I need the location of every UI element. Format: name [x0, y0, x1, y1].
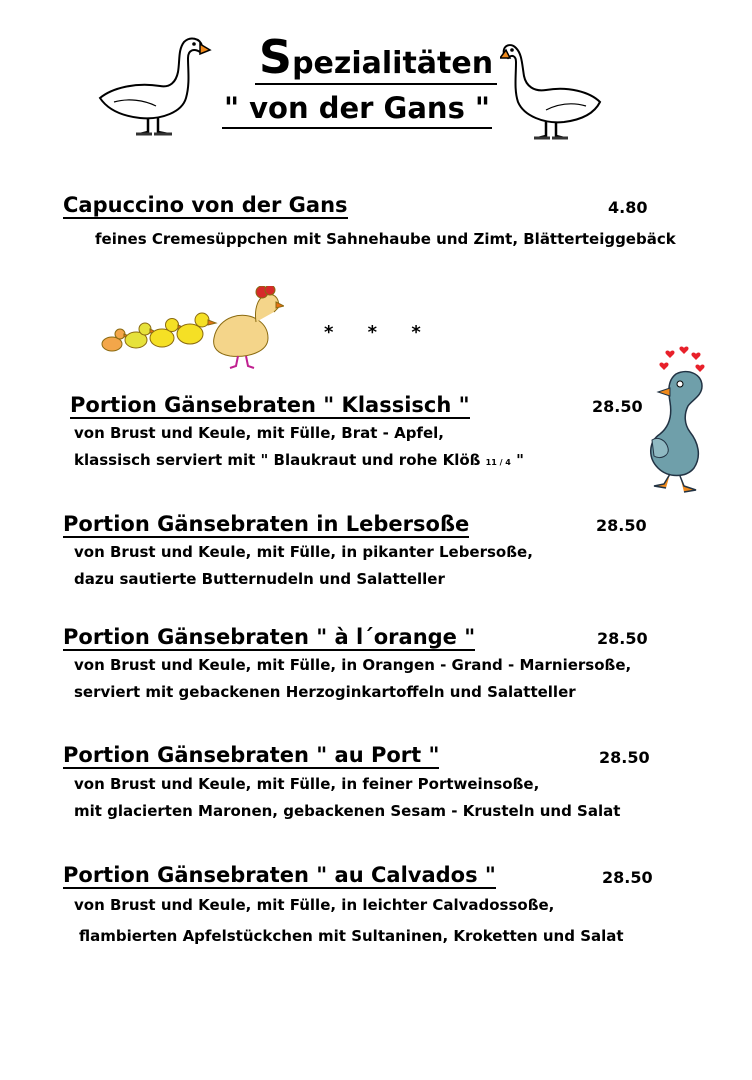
swan-left-icon	[92, 32, 212, 140]
dish-description: serviert mit gebackenen Herzoginkartoffeln und Salatteller	[74, 683, 576, 701]
lovesick-goose-icon	[640, 344, 720, 496]
dish-description-text: klassisch serviert mit " Blaukraut und rohe Klöß	[74, 451, 481, 469]
dish-price: 28.50	[592, 397, 643, 416]
allergen-footnote: 11 / 4	[485, 458, 511, 467]
dish-price: 28.50	[597, 629, 648, 648]
dish-name: Portion Gänsebraten " au Calvados "	[63, 863, 496, 887]
closing-quote: "	[510, 451, 524, 469]
duck-family-icon	[98, 286, 284, 372]
dish-description: von Brust und Keule, mit Fülle, in leichter Calvadossoße,	[74, 896, 555, 914]
dish-description: flambierten Apfelstückchen mit Sultaninen, Kroketten und Salat	[79, 927, 624, 945]
dish-name: Portion Gänsebraten " Klassisch "	[70, 393, 470, 417]
dish-description: von Brust und Keule, mit Fülle, in feiner Portweinsoße,	[74, 775, 540, 793]
separator-stars: * * *	[324, 322, 435, 343]
title-rest: pezialitäten	[292, 46, 494, 81]
dish-name: Portion Gänsebraten " à l´orange "	[63, 625, 476, 649]
title-initial: S	[258, 30, 293, 84]
dish-description: feines Cremesüppchen mit Sahnehaube und Zimt, Blätterteiggebäck	[95, 230, 676, 248]
dish-price: 28.50	[599, 748, 650, 767]
dish-name: Capuccino von der Gans	[63, 193, 348, 217]
dish-description: mit glacierten Maronen, gebackenen Sesam - Krusteln und Salat	[74, 802, 621, 820]
swan-right-icon	[500, 36, 608, 144]
dish-description: dazu sautierte Butternudeln und Salatteller	[74, 570, 445, 588]
dish-name: Portion Gänsebraten " au Port "	[63, 743, 440, 767]
dish-description: von Brust und Keule, mit Fülle, Brat - Apfel,	[74, 424, 444, 442]
dish-price: 4.80	[608, 198, 648, 217]
subtitle-text: " von der Gans "	[222, 91, 492, 129]
dish-description: von Brust und Keule, mit Fülle, in pikanter Lebersoße,	[74, 543, 533, 561]
dish-name: Portion Gänsebraten in Lebersoße	[63, 512, 470, 536]
dish-description	[74, 451, 524, 469]
dish-description: von Brust und Keule, mit Fülle, in Orangen - Grand - Marniersoße,	[74, 656, 632, 674]
dish-price: 28.50	[602, 868, 653, 887]
dish-price: 28.50	[596, 516, 647, 535]
